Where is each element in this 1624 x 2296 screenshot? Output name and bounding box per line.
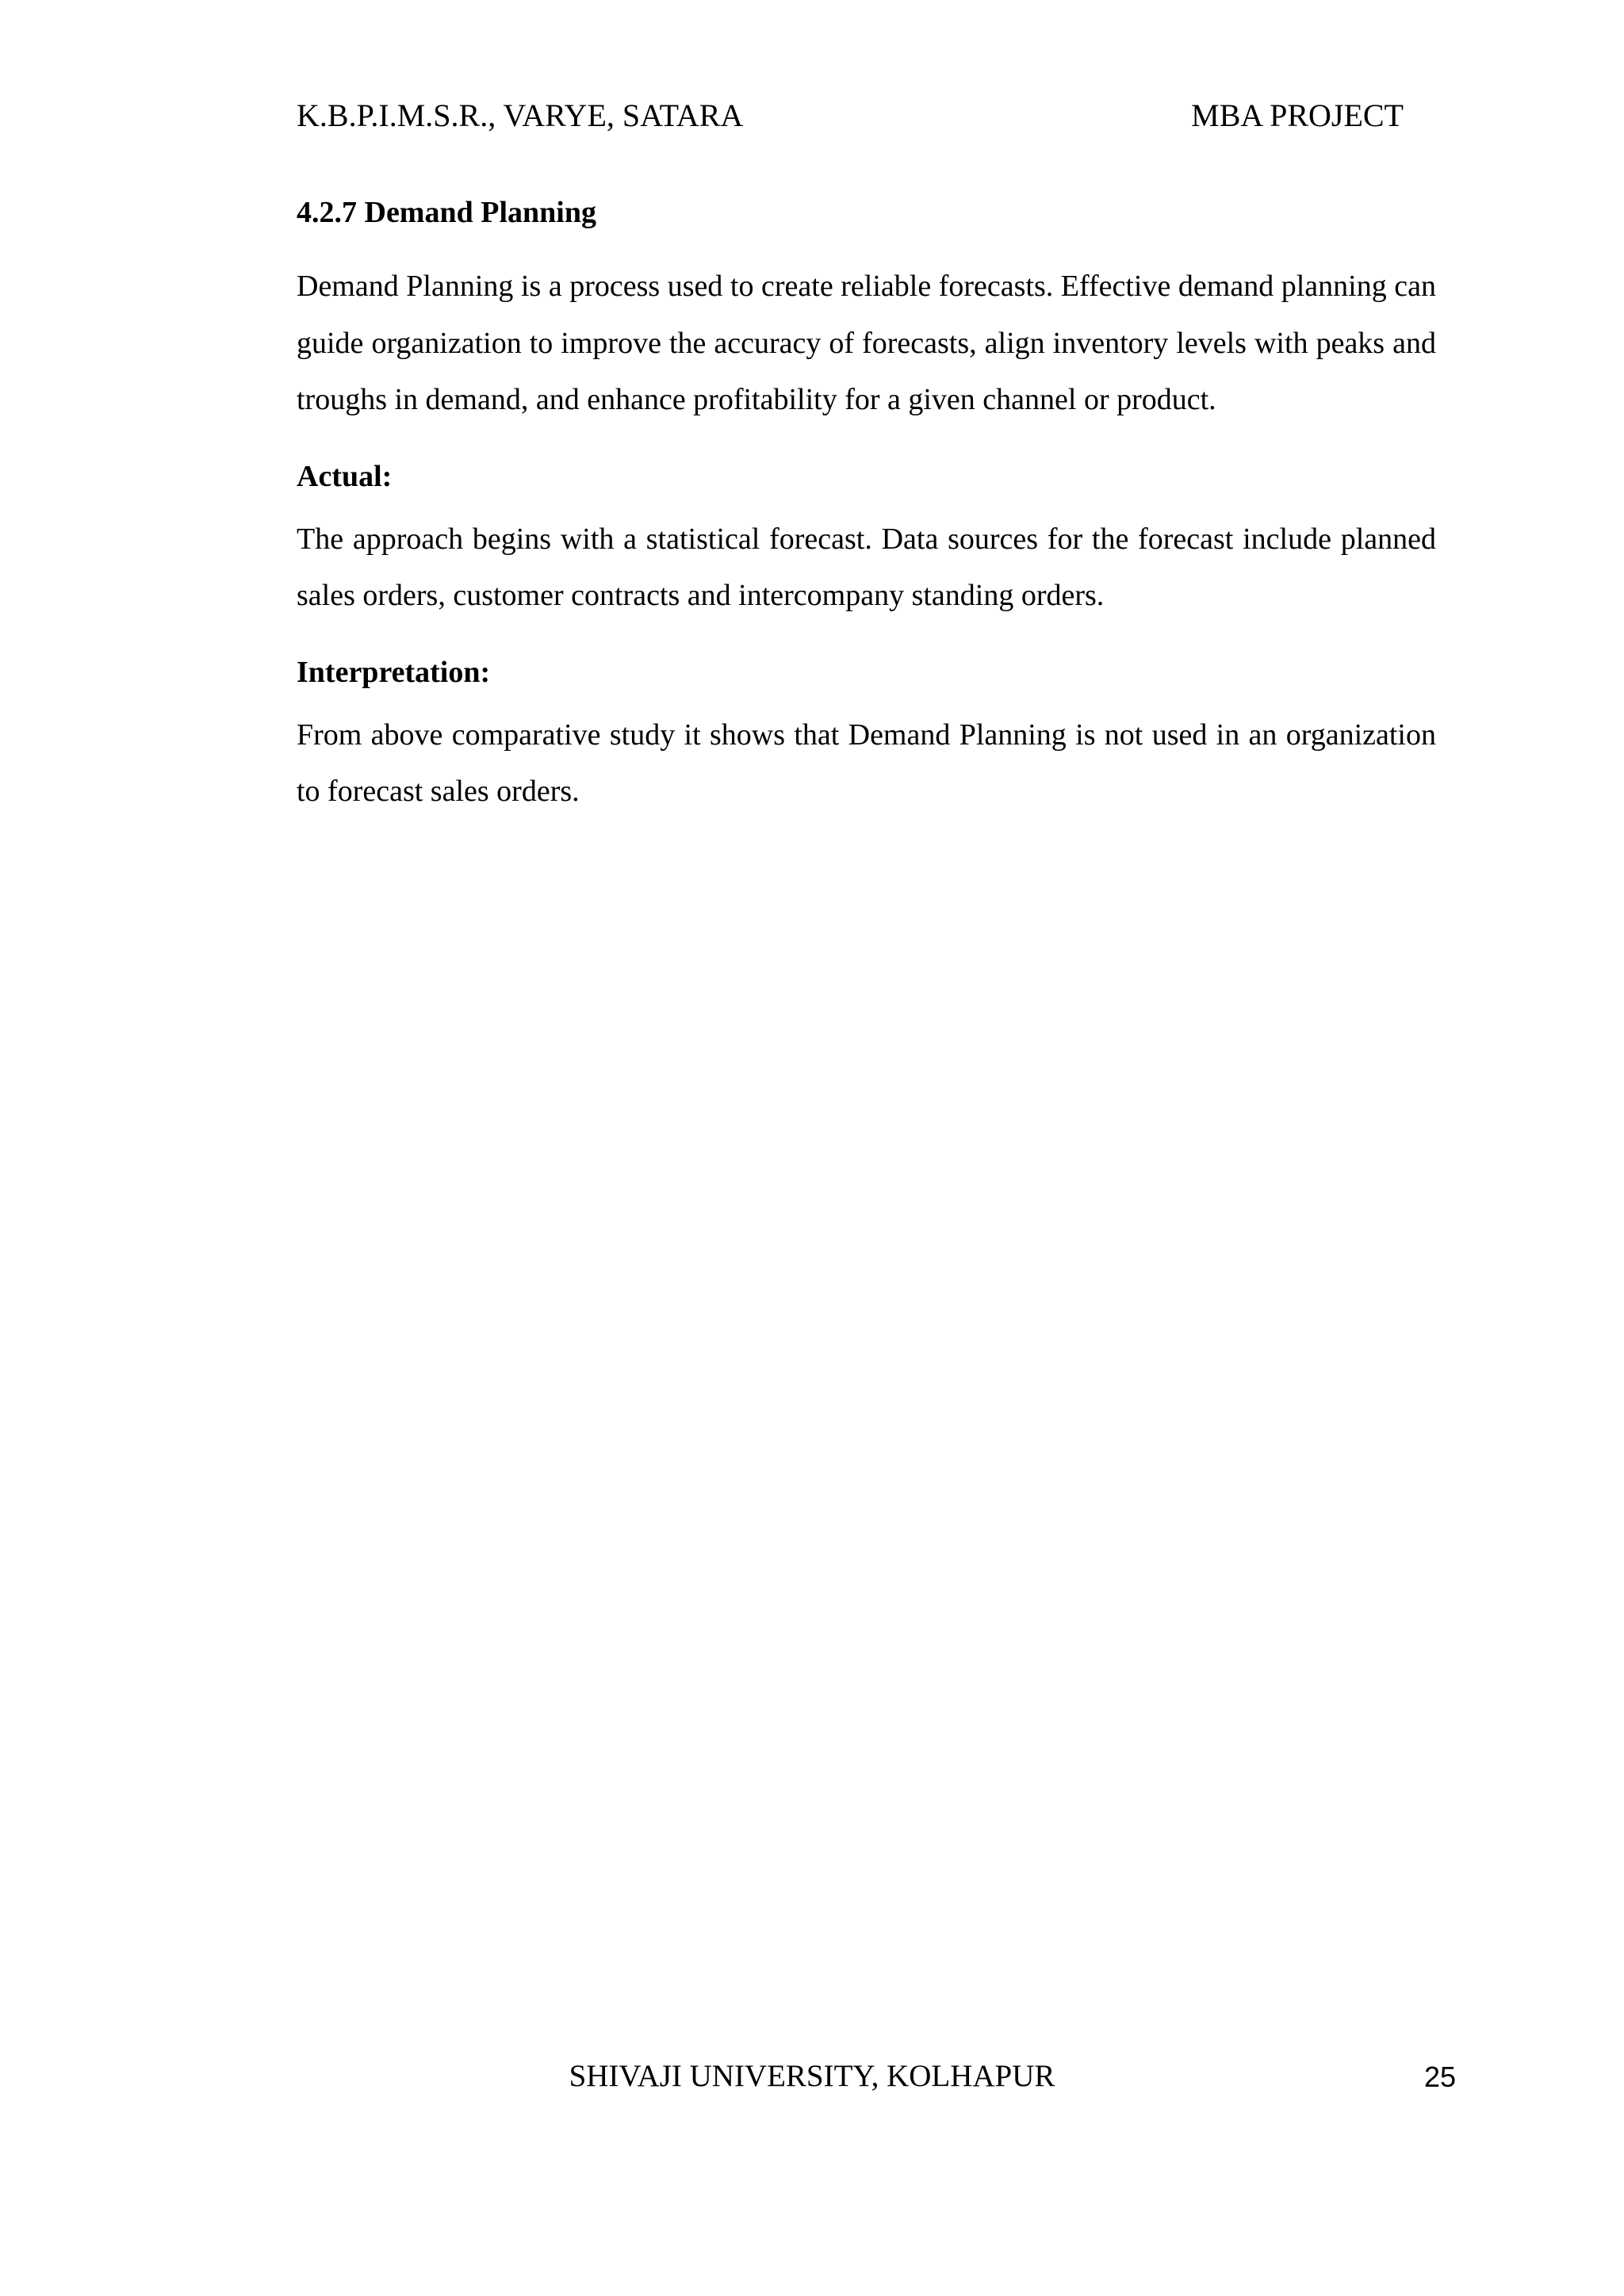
interpretation-paragraph: From above comparative study it shows that Demand Planning is not used in an organization to forecast sales orders. bbox=[297, 718, 1436, 808]
intro-paragraph: Demand Planning is a process used to create reliable forecasts. Effective demand planning can guide organization to improve the accuracy of forecasts, align inventory levels with peaks and troughs in demand, and enhance profitability for a given channel or product. bbox=[297, 270, 1436, 416]
footer-university: SHIVAJI UNIVERSITY, KOLHAPUR bbox=[569, 2059, 1055, 2093]
actual-heading: Actual: bbox=[297, 459, 393, 493]
page-number: 25 bbox=[1423, 2061, 1456, 2093]
header-institute: K.B.P.I.M.S.R., VARYE, SATARA bbox=[297, 98, 744, 133]
page-content bbox=[297, 193, 1436, 821]
section-title: 4.2.7 Demand Planning bbox=[297, 196, 596, 229]
interpretation-heading: Interpretation: bbox=[297, 655, 491, 689]
header-project: MBA PROJECT bbox=[1191, 98, 1404, 133]
actual-paragraph: The approach begins with a statistical forecast. Data sources for the forecast include planned sales orders, customer contracts and intercompany standing orders. bbox=[297, 522, 1436, 612]
